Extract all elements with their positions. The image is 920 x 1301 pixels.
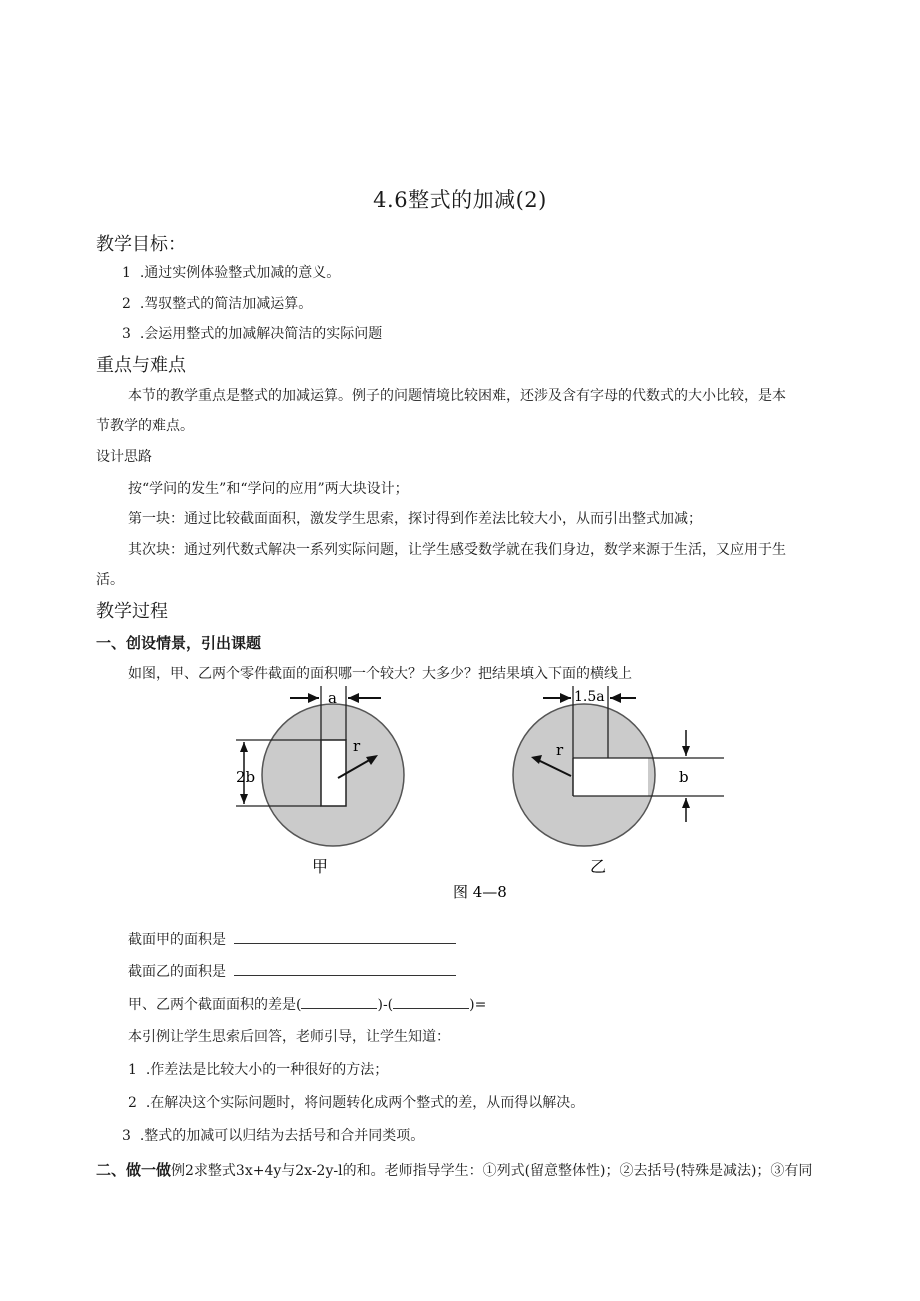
objectives-heading: 教学目标： <box>96 234 186 255</box>
conclusion-item-2 <box>128 1092 584 1112</box>
keypoints-line-2: 节教学的难点。 <box>96 418 194 434</box>
design-paragraph-2: 第一块：通过比较截面面积，激发学生思索，探讨得到作差法比较大小，从而引出整式加减； <box>128 511 702 527</box>
right-width-label: 1.5a <box>574 689 605 705</box>
right-name-label: 乙 <box>590 857 607 876</box>
objective-text: .通过实例体验整式加减的意义。 <box>139 265 341 281</box>
section2-text: 例2求整式3x+4y与2x-2y-l的和。老师指导学生：①列式(留意整体性)；②去括号(特殊是减法)；③有同 <box>171 1163 813 1179</box>
conclusion-intro: 本引例让学生思索后回答，老师引导，让学生知道： <box>128 1029 450 1045</box>
left-width-label: a <box>328 689 337 707</box>
left-height-label: 2b <box>236 768 256 786</box>
section2-heading: 二、做一做 <box>96 1161 172 1179</box>
objective-text: .驾驭整式的简洁加减运算。 <box>139 296 313 312</box>
right-height-label: b <box>679 768 689 786</box>
process-heading: 教学过程 <box>96 601 168 622</box>
conclusion-item-1 <box>128 1059 388 1079</box>
conclusion-num: 2 <box>128 1095 137 1111</box>
conclusion-num: 1 <box>128 1062 137 1078</box>
left-radius-label: r <box>353 737 361 755</box>
left-slot <box>321 740 346 806</box>
objective-num: 1 <box>122 265 131 281</box>
conclusion-text: .在解决这个实际问题时，将问题转化成两个整式的差，从而得以解决。 <box>145 1095 585 1111</box>
conclusion-item-3 <box>122 1125 424 1145</box>
design-paragraph-3-line-1: 其次块：通过列代数式解决一系列实际问题，让学生感受数学就在我们身边，数学来源于生活，又应用于生 <box>128 542 786 558</box>
keypoints-heading: 重点与难点 <box>96 355 186 376</box>
section1-question: 如图，甲、乙两个零件截面的面积哪一个较大？大多少？把结果填入下面的横线上 <box>128 666 632 682</box>
objective-num: 3 <box>122 326 131 342</box>
area-b-blank[interactable] <box>234 961 456 976</box>
area-b-line <box>128 961 456 981</box>
area-b-label: 截面乙的面积是 <box>128 964 226 980</box>
diff-blank-2[interactable] <box>393 994 469 1009</box>
conclusion-num: 3 <box>122 1128 131 1144</box>
area-diff-label: 甲、乙两个截面面积的差是 <box>128 997 296 1013</box>
page-title: 4.6整式的加减(2) <box>373 188 547 212</box>
keypoints-line-1: 本节的教学重点是整式的加减运算。例子的问题情境比较困难，还涉及含有字母的代数式的大小比较，是本 <box>128 388 786 404</box>
diff-blank-1[interactable] <box>301 994 377 1009</box>
design-paragraph-1: 按“学问的发生”和“学问的应用”两大块设计； <box>128 481 409 497</box>
section1-heading: 一、创设情景，引出课题 <box>96 634 262 652</box>
conclusion-text: .作差法是比较大小的一种很好的方法； <box>145 1062 389 1078</box>
area-a-line <box>128 929 456 949</box>
section2-line <box>96 1159 812 1180</box>
left-name-label: 甲 <box>312 857 329 876</box>
area-diff-line <box>128 994 486 1014</box>
objective-num: 2 <box>122 296 131 312</box>
figure-caption: 图 4—8 <box>453 883 507 901</box>
minus-sign: - <box>382 997 388 1013</box>
design-paragraph-3-line-2: 活。 <box>96 572 124 588</box>
area-a-label: 截面甲的面积是 <box>128 932 226 948</box>
paren-open-1: ( <box>296 997 302 1013</box>
right-radius-label: r <box>556 741 564 759</box>
paren-close-2: ) <box>469 997 475 1013</box>
objective-text: .会运用整式的加减解决简洁的实际问题 <box>139 326 383 342</box>
equals-sign: = <box>474 997 487 1013</box>
design-heading: 设计思路 <box>96 449 152 465</box>
paren-close-1: ) <box>377 997 383 1013</box>
conclusion-text: .整式的加减可以归结为去括号和合并同类项。 <box>139 1128 425 1144</box>
paren-open-2: ( <box>387 997 394 1013</box>
area-a-blank[interactable] <box>234 929 456 944</box>
right-slot <box>573 758 648 796</box>
